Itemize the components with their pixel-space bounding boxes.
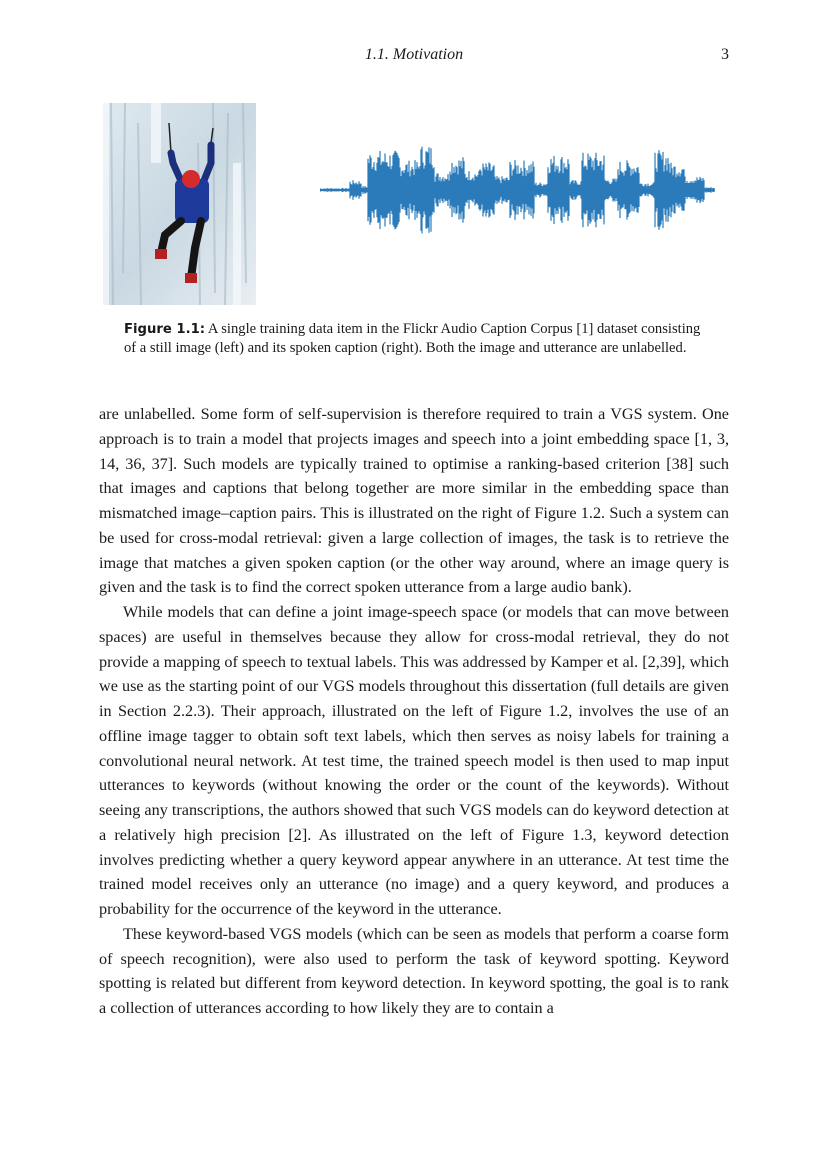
figure-caption <box>124 320 706 357</box>
figure-caption-text: A single training data item in the Flickr Audio Caption Corpus [1] dataset consisting of a still image (left) and its spoken caption (right). Both the image and utterance are unlabelled. <box>124 321 701 356</box>
running-head: 1.1. Motivation <box>364 46 464 63</box>
page-number: 3 <box>721 46 729 63</box>
paragraph: are unlabelled. Some form of self-supervision is therefore required to train a VGS system. One approach is to train a model that projects images and speech into a joint embedding space [1, 3, 14, 36, 37]. Such models are typically trained to optimise a ranking-based criterion [38] such that images and captions that belong together are more similar in the embedding space than mismatched image–caption pairs. This is illustrated on the right of Figure 1.2. Such a system can be used for cross-modal retrieval: given a large collection of images, the task is to retrieve the image that matches a given spoken caption (or the other way around, where an image query is given and the task is to find the correct spoken utterance from a large audio bank). <box>99 405 729 597</box>
waveform-trace <box>320 147 715 234</box>
paragraph: While models that can define a joint image-speech space (or models that can move between spaces) are useful in themselves because they allow for cross-modal retrieval, they do not provide a mapping of speech to textual labels. This was addressed by Kamper et al. [2,39], which we use as the starting point of our VGS models throughout this dissertation (full details are given in Section 2.2.3). Their approach, illustrated on the left of Figure 1.2, involves the use of an offline image tagger to obtain soft text labels, which then serves as noisy labels for training a convolutional neural network. At test time, the trained speech model is then used to map input utterances to keywords (without knowing the order or the count of the keywords). Without seeing any transcriptions, the authors showed that such VGS models can do keyword detection at a relatively high precision [2]. As illustrated on the left of Figure 1.3, keyword detection involves predicting whether a query keyword appear anywhere in an utterance. At test time the trained model receives only an utterance (no image) and a query keyword, and produces a probability for the occurrence of the keyword in the utterance. <box>99 603 729 918</box>
page-header <box>99 46 729 68</box>
ice-climber-photo <box>103 103 256 305</box>
speech-waveform <box>320 140 715 240</box>
figure-label: Figure 1.1: <box>124 322 206 337</box>
paragraph: These keyword-based VGS models (which can be seen as models that perform a coarse form of speech recognition), were also used to perform the task of keyword spotting. Keyword spotting is related but different from keyword detection. In keyword spotting, the goal is to rank a collection of utterances according to how likely they are to contain a <box>99 924 729 1017</box>
body-text <box>99 402 729 1021</box>
